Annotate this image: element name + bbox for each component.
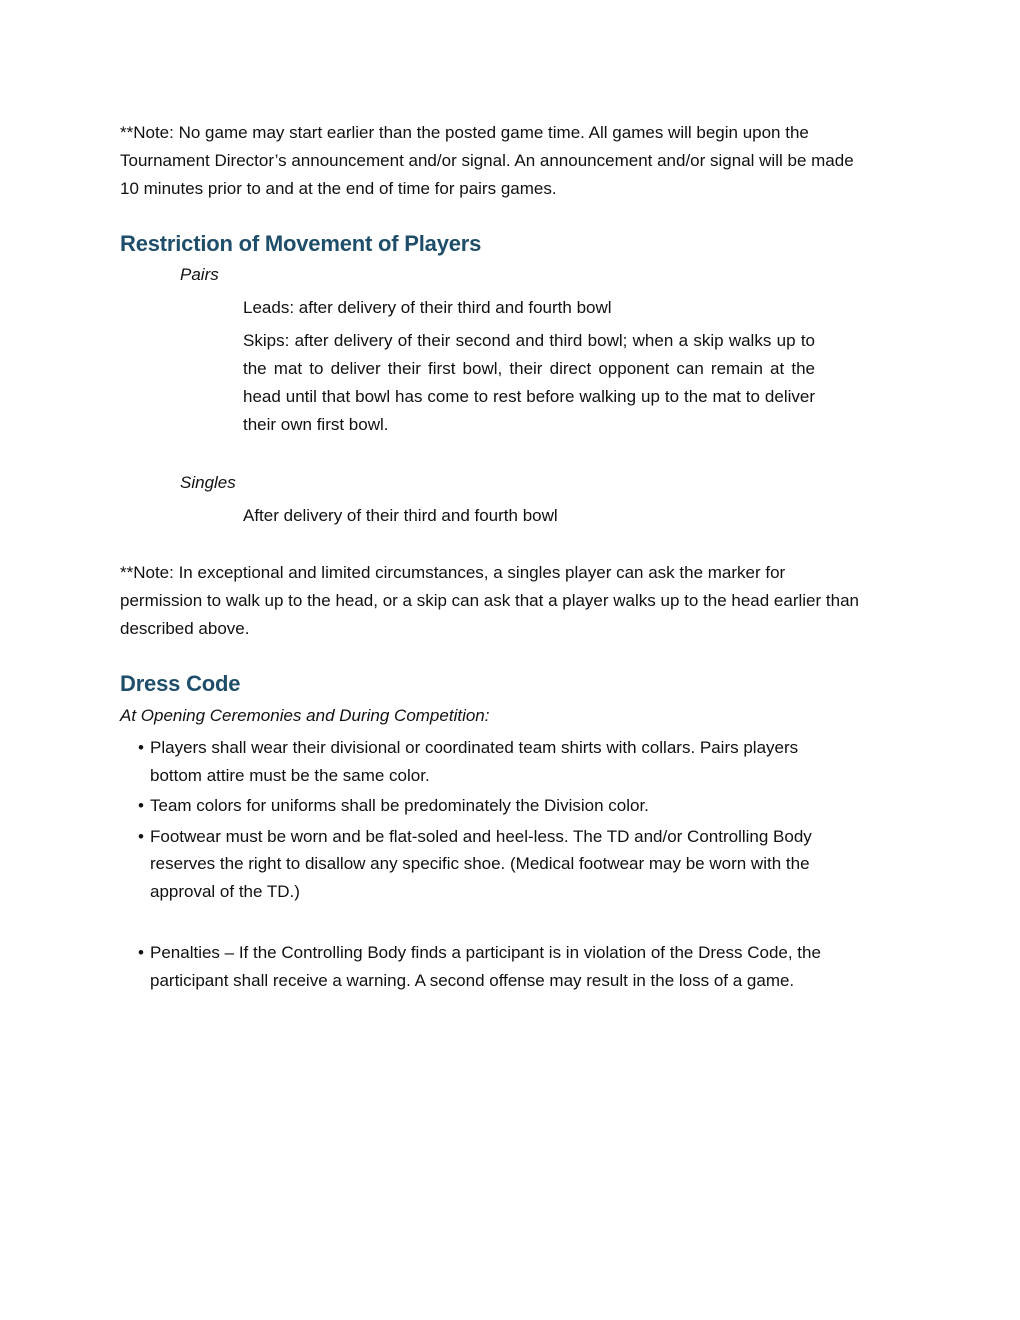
list-item: • Team colors for uniforms shall be predominately the Division color. [138,792,848,820]
heading-restriction-of-movement: Restriction of Movement of Players [120,231,482,256]
rule-skips: Skips: after delivery of their second and third bowl; when a skip walks up to the mat to deliver their first bowl, their direct opponent can remain at the head until that bowl has come to rest before walking up to the mat to deliver their own first bowl. [243,331,815,434]
list-item: • Penalties – If the Controlling Body finds a participant is in violation of the Dress Code, the participant shall receive a warning. A second offense may result in the loss of a game. [138,939,848,994]
list-item: • Players shall wear their divisional or coordinated team shirts with collars. Pairs players bottom attire must be the same color. [138,734,848,789]
dress-code-subheading: At Opening Ceremonies and During Competition: [120,706,490,725]
label-singles: Singles [180,473,236,492]
note-game-start: **Note: No game may start earlier than the posted game time. All games will begin upon the Tournament Director’s announcement and/or signal. An announcement and/or signal will be made 10 minutes prior to and at the end of time for pairs games. [120,123,854,198]
list-item: • Footwear must be worn and be flat-soled and heel-less. The TD and/or Controlling Body reserves the right to disallow any specific shoe. (Medical footwear may be worn with the approval of the TD.) [138,823,848,906]
dress-code-list [138,734,848,997]
heading-dress-code: Dress Code [120,671,241,696]
note-exceptional-circumstances: **Note: In exceptional and limited circumstances, a singles player can ask the marker for permission to walk up to the head, or a skip can ask that a player walks up to the head earlier than described above. [120,563,859,638]
label-pairs: Pairs [180,265,219,284]
rule-singles: After delivery of their third and fourth bowl [243,506,558,525]
rule-leads: Leads: after delivery of their third and fourth bowl [243,298,612,317]
